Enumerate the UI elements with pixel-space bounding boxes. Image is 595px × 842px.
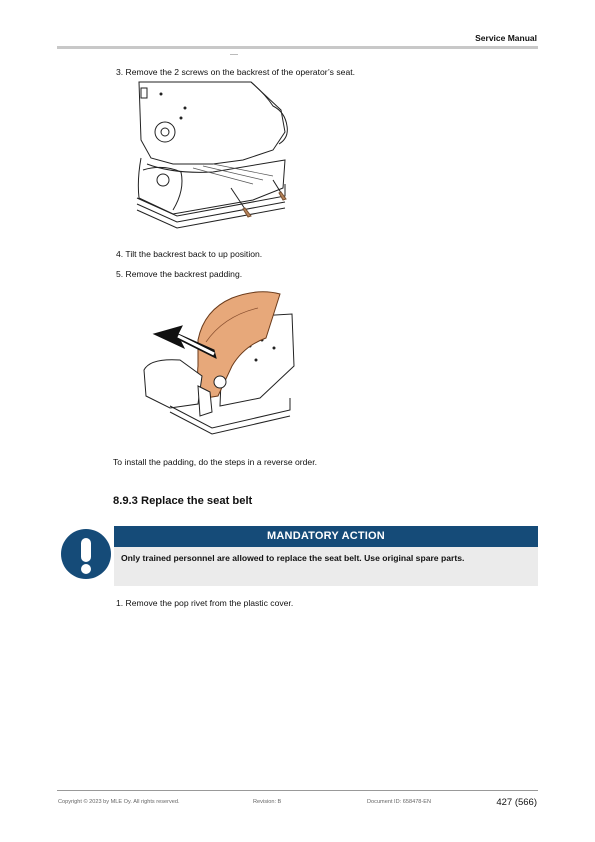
section-heading: 8.9.3 Replace the seat belt	[113, 495, 253, 507]
notice-text: Only trained personnel are allowed to replace the seat belt. Use original spare parts.	[121, 553, 465, 563]
notice-title: MANDATORY ACTION	[114, 526, 538, 547]
step-4-text: 4. Tilt the backrest back to up position.	[116, 249, 263, 259]
step-1-text: 1. Remove the pop rivet from the plastic cover.	[116, 598, 294, 608]
footer-page-number: 427 (566)	[496, 797, 537, 808]
header-mark	[230, 54, 238, 55]
exclamation-icon	[60, 528, 112, 580]
figure-padding-removal	[140, 286, 302, 438]
footer-rule	[57, 790, 538, 791]
footer-copyright: Copyright © 2023 by MLE Oy. All rights reserved.	[58, 799, 180, 805]
step-3-text: 3. Remove the 2 screws on the backrest of the operator’s seat.	[116, 67, 356, 77]
footer-revision: Revision: B	[253, 799, 282, 805]
footer-document-id: Document ID: 658478-EN	[367, 799, 432, 805]
header-title: Service Manual	[475, 33, 537, 43]
figure-backrest-screws	[133, 80, 301, 232]
notice-body	[114, 547, 538, 586]
step-5-text: 5. Remove the backrest padding.	[116, 269, 243, 279]
header-rule	[57, 46, 538, 49]
install-note: To install the padding, do the steps in a reverse order.	[113, 457, 317, 467]
